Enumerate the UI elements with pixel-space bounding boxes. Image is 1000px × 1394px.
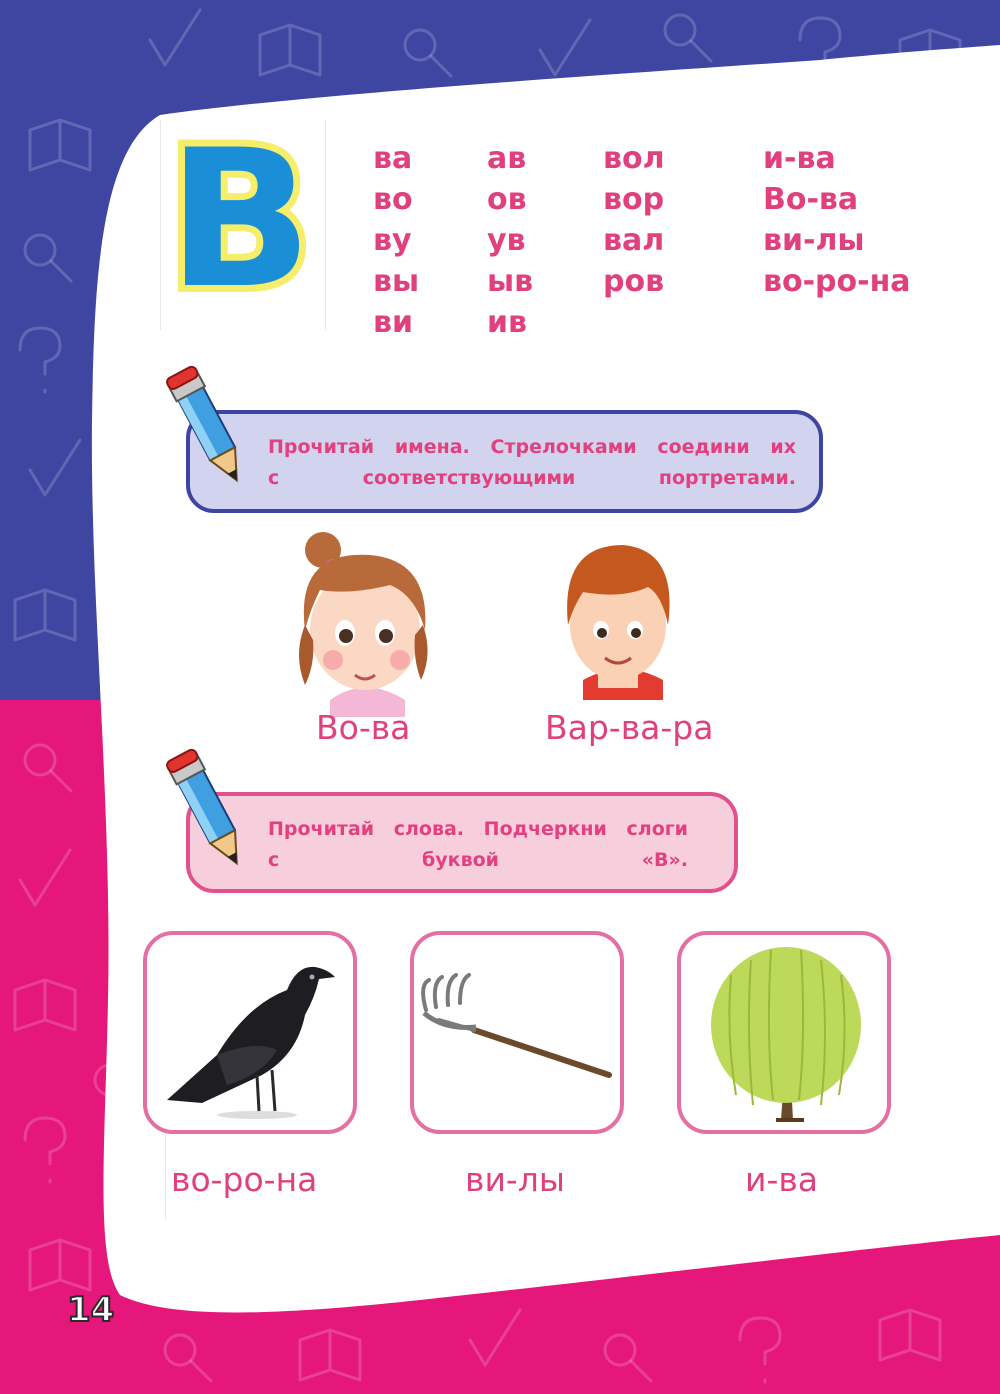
syllable-column-4 xyxy=(763,138,911,302)
syllable: во xyxy=(373,182,413,217)
pencil-icon xyxy=(160,365,260,495)
syllable-column-3 xyxy=(603,138,665,302)
big-letter-glyph: В xyxy=(167,120,313,330)
page-number: 14 xyxy=(67,1290,115,1330)
task-instruction xyxy=(268,432,796,494)
syllable: ва xyxy=(373,141,413,176)
girl-portrait xyxy=(275,515,453,717)
name-label-varvara: Вар-ва-ра xyxy=(545,708,714,747)
name-label-vova: Во-ва xyxy=(316,708,411,747)
syllable: вы xyxy=(373,264,420,299)
task-box-names xyxy=(186,410,823,513)
big-letter-v xyxy=(160,120,325,330)
pitchfork-icon xyxy=(414,935,620,1130)
task-instruction xyxy=(268,814,688,876)
word-label-vorona: во-ро-на xyxy=(171,1160,318,1199)
willow-icon xyxy=(681,935,887,1130)
picture-card-willow xyxy=(677,931,891,1134)
guide-line xyxy=(325,120,326,330)
task-line: с соответствующими портретами. xyxy=(268,467,796,489)
syllable: ив xyxy=(487,305,528,340)
word-label-iva: и-ва xyxy=(745,1160,819,1199)
syllable: ву xyxy=(373,223,412,258)
pencil-icon xyxy=(160,748,260,878)
picture-card-crow xyxy=(143,931,357,1134)
syllable: Во-ва xyxy=(763,182,859,217)
syllable: вол xyxy=(603,141,665,176)
task-line: с буквой «В». xyxy=(268,849,688,871)
syllable: ав xyxy=(487,141,527,176)
boy-portrait xyxy=(543,530,693,700)
syllable: ыв xyxy=(487,264,534,299)
syllable: ов xyxy=(487,182,527,217)
word-label-vily: ви-лы xyxy=(465,1160,565,1199)
syllable: ви-лы xyxy=(763,223,865,258)
picture-card-pitchfork xyxy=(410,931,624,1134)
task-line: Прочитай имена. Стрелочками соедини их xyxy=(268,436,796,458)
task-line: Прочитай слова. Подчеркни слоги xyxy=(268,818,688,840)
syllable: вор xyxy=(603,182,665,217)
syllable-column-2 xyxy=(487,138,533,343)
syllable: ви xyxy=(373,305,414,340)
syllable: и-ва xyxy=(763,141,836,176)
syllable: ув xyxy=(487,223,526,258)
syllable: вал xyxy=(603,223,665,258)
task-box-words xyxy=(186,792,738,893)
syllable-column-1 xyxy=(373,138,419,343)
syllable: во-ро-на xyxy=(763,264,911,299)
crow-icon xyxy=(147,935,353,1130)
syllable: ров xyxy=(603,264,665,299)
